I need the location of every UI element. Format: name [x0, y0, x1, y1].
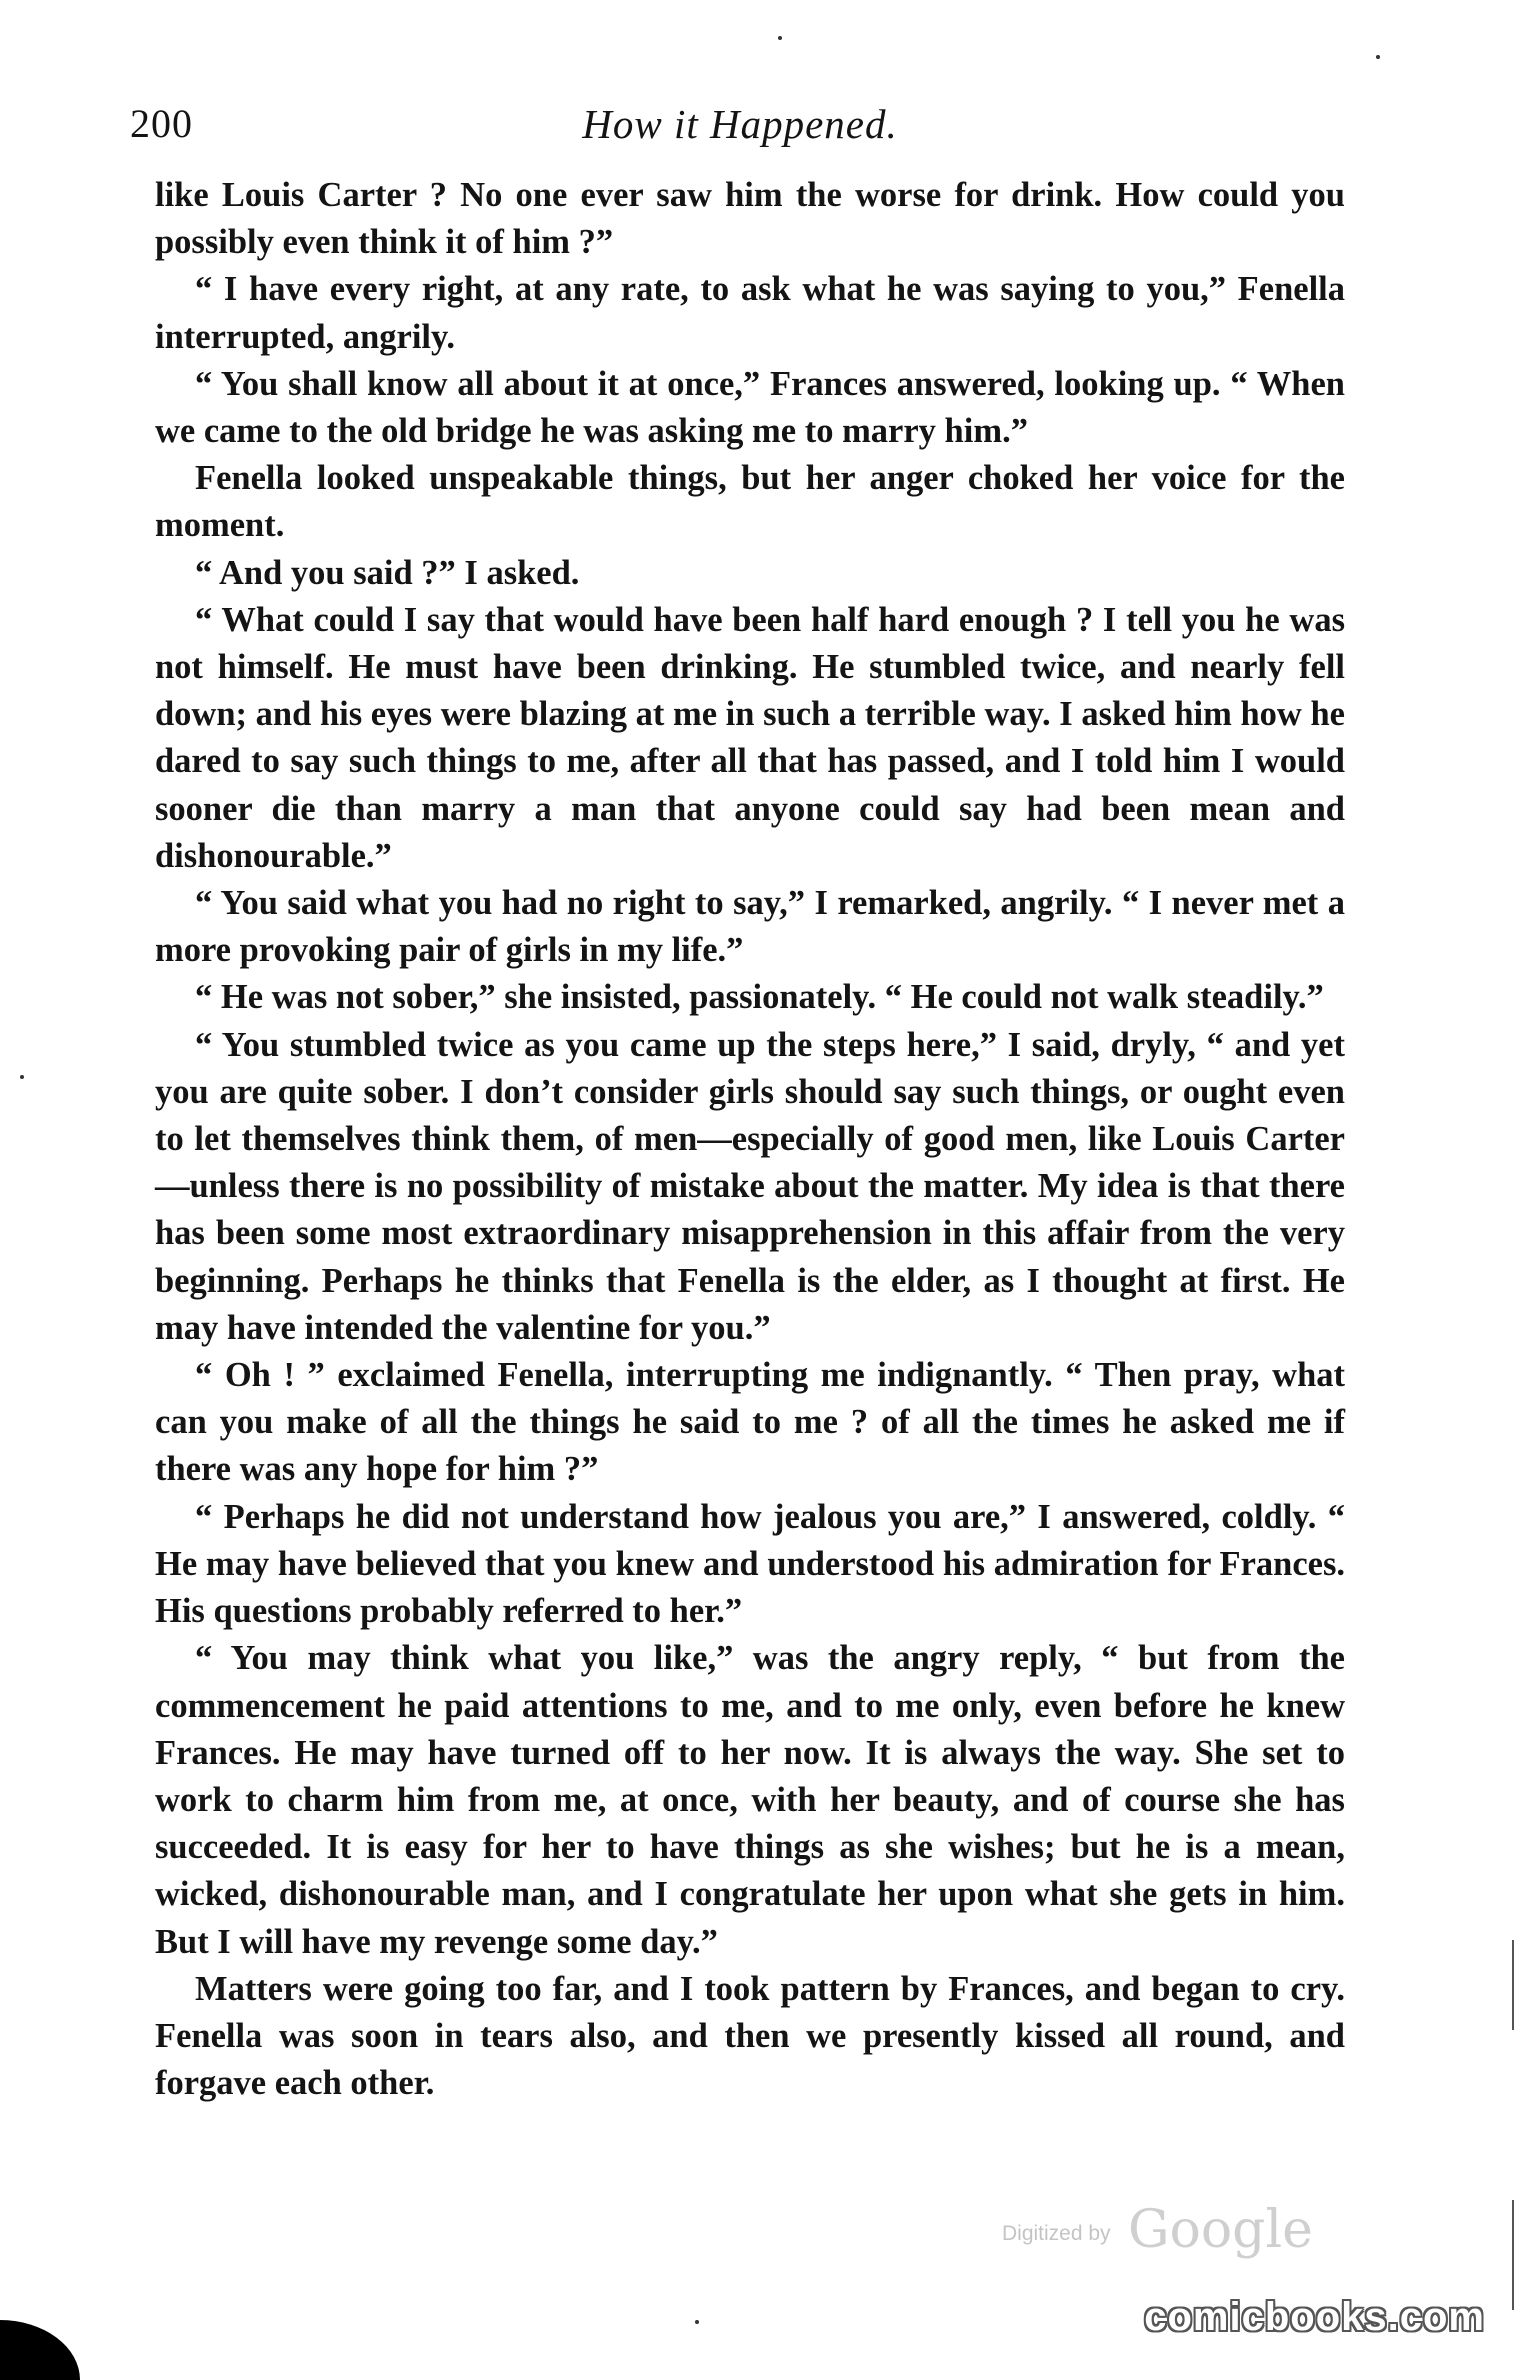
paragraph: “ What could I say that would have been half hard enough ? I tell you he was not himself. He must have been drinking. He stumbled twice, and nearly fell down; and his eyes were blazing at me in such a terrible way. I asked him how he dared to say such things to me, after all that has passed, and I told him I would sooner die than marry a man that anyone could say had been mean and dishonourable.”: [155, 600, 1345, 875]
paragraph: “ Perhaps he did not understand how jealous you are,” I answered, coldly. “ He may have believed that you knew and understood his admiration for Frances. His questions probably referred to her.”: [155, 1497, 1345, 1631]
paragraph: “ You shall know all about it at once,” Frances answered, looking up. “ When we came to the old bridge he was asking me to marry him.”: [155, 364, 1345, 451]
paragraph: “ Oh ! ” exclaimed Fenella, interrupting me indignantly. “ Then pray, what can you make of all the things he said to me ? of all the times he asked me if there was any hope for him ?”: [155, 1356, 1345, 1489]
paragraph: “ I have every right, at any rate, to ask what he was saying to you,” Fenella interrupted, angrily.: [155, 270, 1345, 356]
paragraph: “ You may think what you like,” was the angry reply, “ but from the commencement he paid attentions to me, and to me only, even before he knew Frances. He may have turned off to her now. It is always the way. She set to work to charm him from me, at once, with her beauty, and of course she has succeeded. It is easy for her to have things as she wishes; but he is a mean, wicked, dishonourable man, and I congratulate her upon what she gets in him. But I will have my revenge some day.”: [155, 1639, 1345, 1961]
page-header: [130, 100, 1350, 160]
paragraph: “ You said what you had no right to say,” I remarked, angrily. “ I never met a more provoking pair of girls in my life.”: [155, 884, 1345, 970]
google-logo-mark: Google: [1128, 2200, 1313, 2260]
watermark: comicbooks.com: [1144, 2295, 1485, 2339]
paragraph: like Louis Carter ? No one ever saw him the worse for drink. How could you possibly even think it of him ?”: [155, 176, 1345, 262]
scan-corner-shadow: [0, 2320, 80, 2380]
paragraph: Fenella looked unspeakable things, but her anger choked her voice for the moment.: [155, 459, 1345, 545]
page-edge-mark: [1512, 1940, 1514, 2030]
body-text: [155, 172, 1345, 2107]
paragraph: “ And you said ?” I asked.: [195, 553, 580, 592]
scan-speck: [695, 2320, 699, 2324]
scan-speck: [1376, 55, 1380, 59]
scan-speck: [778, 36, 782, 40]
running-title: How it Happened.: [582, 101, 898, 147]
page-number: 200: [130, 101, 193, 146]
paragraph: “ You stumbled twice as you came up the steps here,” I said, dryly, “ and yet you are quite sober. I don’t consider girls should say such things, or ought even to let themselves think them, of men—especially of good men, like Louis Carter—unless there is no possibility of mistake about the matter. My idea is that there has been some most extraordinary misapprehension in this affair from the very beginning. Perhaps he thinks that Fenella is the elder, as I thought at first. He may have intended the valentine for you.”: [155, 1025, 1345, 1347]
page-edge-mark: [1512, 2200, 1514, 2310]
scan-speck: [20, 1075, 24, 1079]
digitized-label: Digitized by: [1002, 2222, 1111, 2245]
paragraph: Matters were going too far, and I took pattern by Frances, and began to cry. Fenella was soon in tears also, and then we presently kissed all round, and forgave each other.: [155, 1969, 1345, 2103]
paragraph: “ He was not sober,” she insisted, passionately. “ He could not walk steadily.”: [195, 978, 1324, 1017]
